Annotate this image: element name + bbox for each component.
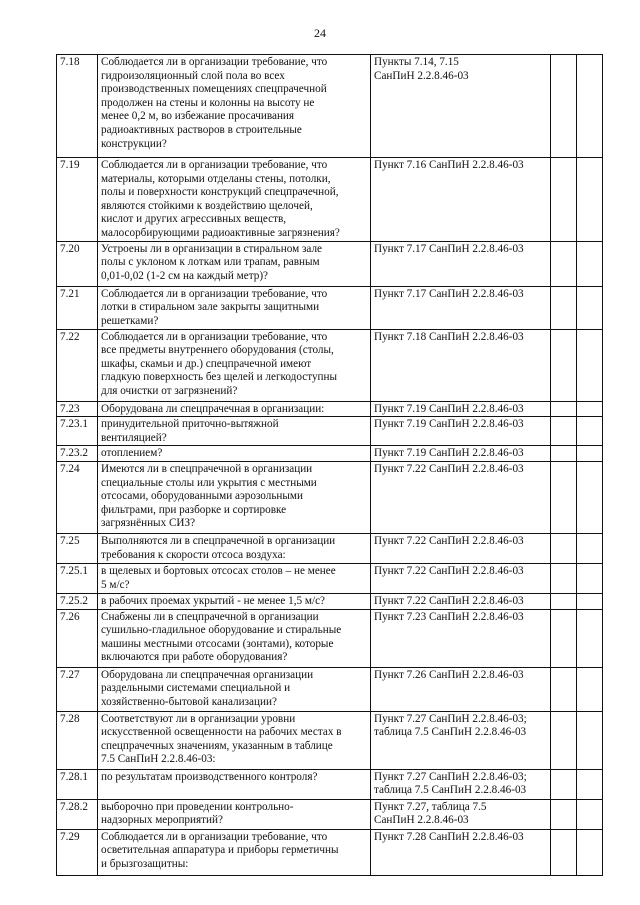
table-row <box>57 533 603 563</box>
item-number: 7.18 <box>57 55 98 158</box>
note-cell <box>577 533 603 563</box>
item-number: 7.25 <box>57 533 98 563</box>
reference-text: Пункт 7.26 СанПиН 2.2.8.46-03 <box>371 667 551 711</box>
reference-text: Пункт 7.22 СанПиН 2.2.8.46-03 <box>371 533 551 563</box>
reference-text: Пункт 7.17 СанПиН 2.2.8.46-03 <box>371 286 551 329</box>
question-text: Имеются ли в спецпрачечной в организации специальные столы или укрытия с местными отсосами, оборудованными аэрозольными фильтрами, при разборке и сортировке загрязнённых СИЗ? <box>98 461 371 533</box>
question-text: Соблюдается ли в организации требование, что все предметы внутреннего оборудования (столы, шкафы, скамьи и др.) спецпрачечной имеют гладкую поверхность без щелей и легкодоступны для очистки от загрязнений? <box>98 329 371 401</box>
reference-text: Пункт 7.19 СанПиН 2.2.8.46-03 <box>371 446 551 462</box>
note-cell <box>577 417 603 446</box>
table-row <box>57 799 603 829</box>
answer-cell <box>551 461 577 533</box>
note-cell <box>577 329 603 401</box>
reference-text: Пункт 7.28 СанПиН 2.2.8.46-03 <box>371 829 551 875</box>
question-text: по результатам производственного контроля? <box>98 769 371 799</box>
reference-text: Пункт 7.17 СанПиН 2.2.8.46-03 <box>371 241 551 286</box>
answer-cell <box>551 241 577 286</box>
answer-cell <box>551 667 577 711</box>
question-text: в щелевых и бортовых отсосах столов – не менее 5 м/с? <box>98 563 371 593</box>
table-row <box>57 286 603 329</box>
page-number: 24 <box>314 26 326 40</box>
answer-cell <box>551 446 577 462</box>
reference-text: Пункт 7.27 СанПиН 2.2.8.46-03; таблица 7.5 СанПиН 2.2.8.46-03 <box>371 711 551 769</box>
note-cell <box>577 711 603 769</box>
table-row <box>57 711 603 769</box>
answer-cell <box>551 799 577 829</box>
question-text: Соблюдается ли в организации требование, что гидроизоляционный слой пола во всех производственных помещениях спецпрачечной продолжен на стены и колонны на высоту не менее 0,2 м, во избежание просачивания радиоактивных растворов в строительные конструкции? <box>98 55 371 158</box>
item-number: 7.28.2 <box>57 799 98 829</box>
answer-cell <box>551 609 577 667</box>
answer-cell <box>551 401 577 417</box>
item-number: 7.25.1 <box>57 563 98 593</box>
question-text: Выполняются ли в спецпрачечной в организации требования к скорости отсоса воздуха: <box>98 533 371 563</box>
answer-cell <box>551 158 577 242</box>
item-number: 7.26 <box>57 609 98 667</box>
table-row <box>57 609 603 667</box>
answer-cell <box>551 286 577 329</box>
table-row <box>57 401 603 417</box>
question-text: отоплением? <box>98 446 371 462</box>
question-text: выборочно при проведении контрольно- надзорных мероприятий? <box>98 799 371 829</box>
table-row <box>57 158 603 242</box>
reference-text: Пункты 7.14, 7.15 СанПиН 2.2.8.46-03 <box>371 55 551 158</box>
item-number: 7.22 <box>57 329 98 401</box>
answer-cell <box>551 593 577 609</box>
table-row <box>57 446 603 462</box>
item-number: 7.25.2 <box>57 593 98 609</box>
question-text: Соблюдается ли в организации требование, что материалы, которыми отделаны стены, потолки, полы и поверхности конструкций спецпрачечной, являются стойкими к воздействию щелочей, кислот и других агрессивных веществ, малосорбирующими радиоактивные загрязнения? <box>98 158 371 242</box>
item-number: 7.20 <box>57 241 98 286</box>
item-number: 7.23.2 <box>57 446 98 462</box>
question-text: Соблюдается ли в организации требование, что осветительная аппаратура и приборы герметичны и брызгозащитны: <box>98 829 371 875</box>
reference-text: Пункт 7.23 СанПиН 2.2.8.46-03 <box>371 609 551 667</box>
answer-cell <box>551 55 577 158</box>
question-text: принудительной приточно-вытяжной вентиляцией? <box>98 417 371 446</box>
question-text: Оборудована ли спецпрачечная организации раздельными системами специальной и хозяйственно-бытовой канализации? <box>98 667 371 711</box>
table-row <box>57 593 603 609</box>
question-text: в рабочих проемах укрытий - не менее 1,5 м/с? <box>98 593 371 609</box>
reference-text: Пункт 7.19 СанПиН 2.2.8.46-03 <box>371 401 551 417</box>
note-cell <box>577 609 603 667</box>
note-cell <box>577 401 603 417</box>
answer-cell <box>551 829 577 875</box>
note-cell <box>577 286 603 329</box>
item-number: 7.19 <box>57 158 98 242</box>
note-cell <box>577 446 603 462</box>
item-number: 7.23 <box>57 401 98 417</box>
table-row <box>57 461 603 533</box>
answer-cell <box>551 563 577 593</box>
reference-text: Пункт 7.16 СанПиН 2.2.8.46-03 <box>371 158 551 242</box>
answer-cell <box>551 711 577 769</box>
answer-cell <box>551 769 577 799</box>
note-cell <box>577 829 603 875</box>
reference-text: Пункт 7.22 СанПиН 2.2.8.46-03 <box>371 593 551 609</box>
note-cell <box>577 593 603 609</box>
checklist-table <box>56 54 603 876</box>
item-number: 7.21 <box>57 286 98 329</box>
note-cell <box>577 461 603 533</box>
table-row <box>57 329 603 401</box>
note-cell <box>577 241 603 286</box>
question-text: Оборудована ли спецпрачечная в организации: <box>98 401 371 417</box>
table-row <box>57 829 603 875</box>
reference-text: Пункт 7.27, таблица 7.5 СанПиН 2.2.8.46-03 <box>371 799 551 829</box>
item-number: 7.28.1 <box>57 769 98 799</box>
note-cell <box>577 799 603 829</box>
answer-cell <box>551 533 577 563</box>
note-cell <box>577 563 603 593</box>
reference-text: Пункт 7.22 СанПиН 2.2.8.46-03 <box>371 461 551 533</box>
answer-cell <box>551 329 577 401</box>
note-cell <box>577 158 603 242</box>
reference-text: Пункт 7.27 СанПиН 2.2.8.46-03; таблица 7.5 СанПиН 2.2.8.46-03 <box>371 769 551 799</box>
table-row <box>57 55 603 158</box>
table-row <box>57 667 603 711</box>
reference-text: Пункт 7.18 СанПиН 2.2.8.46-03 <box>371 329 551 401</box>
table-row <box>57 563 603 593</box>
reference-text: Пункт 7.19 СанПиН 2.2.8.46-03 <box>371 417 551 446</box>
answer-cell <box>551 417 577 446</box>
question-text: Соблюдается ли в организации требование, что лотки в стиральном зале закрыты защитными решетками? <box>98 286 371 329</box>
table-row <box>57 241 603 286</box>
question-text: Снабжены ли в спецпрачечной в организации сушильно-гладильное оборудование и стиральные машины местными отсосами (зонтами), которые включаются при работе оборудования? <box>98 609 371 667</box>
note-cell <box>577 55 603 158</box>
item-number: 7.29 <box>57 829 98 875</box>
table-row <box>57 769 603 799</box>
table-row <box>57 417 603 446</box>
reference-text: Пункт 7.22 СанПиН 2.2.8.46-03 <box>371 563 551 593</box>
item-number: 7.24 <box>57 461 98 533</box>
note-cell <box>577 667 603 711</box>
note-cell <box>577 769 603 799</box>
item-number: 7.27 <box>57 667 98 711</box>
question-text: Соответствуют ли в организации уровни искусственной освещенности на рабочих местах в спецпрачечных значениям, указанным в таблице 7.5 СанПиН 2.2.8.46-03: <box>98 711 371 769</box>
question-text: Устроены ли в организации в стиральном зале полы с уклоном к лоткам или трапам, равным 0,01-0,02 (1-2 см на каждый метр)? <box>98 241 371 286</box>
item-number: 7.28 <box>57 711 98 769</box>
item-number: 7.23.1 <box>57 417 98 446</box>
